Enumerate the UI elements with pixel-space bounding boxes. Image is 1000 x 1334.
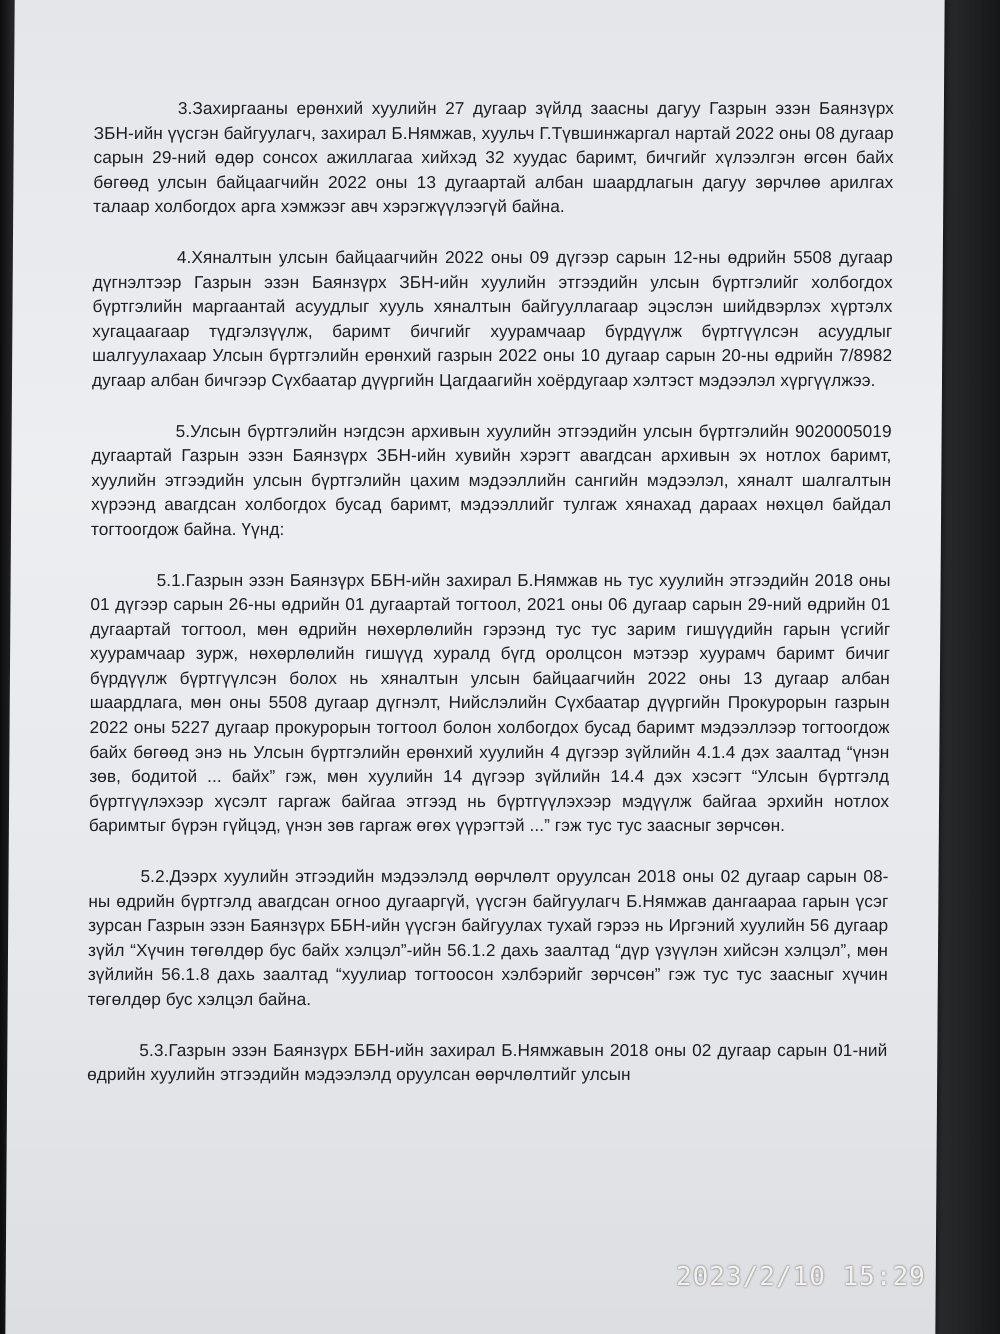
paragraph-5-1: 5.1.Газрын эзэн Баянзүрх ББН-ийн захирал Б.Нямжав нь тус хуулийн этгээдийн 2018 оны 01 дүгээр сарын 26-ны өдрийн 01 дугаартай тогтоол, 2021 оны 06 дугаар сарын 29-ний өдрийн 01 дугаартай тогтоол, мөн өдрийн нөхөрлөлийн гэрээнд тус тус зарим гишүүдийн гарын үсгийг хуурамчаар зурж, нөхөрлөлийн гишүүд хуралд бүгд оролцсон мэтээр хуурамч баримт бичиг бүрдүүлж бүртгүүлсэн болох нь хяналтын улсын байцаагчийн 2022 оны 13 дугаар албан шаардлага, мөн оны 5508 дугаар дүгнэлт, Нийслэлийн Сүхбаатар дүүргийн Прокурорын газрын 2022 оны 5227 дугаар прокурорын тогтоол болон холбогдох бусад баримт мэдээллээр тогтоогдож байх бөгөөд энэ нь Улсын бүртгэлийн ерөнхий хуулийн 4 дүгээр зүйлийн 4.1.4 дэх заалтад “үнэн зөв, бодитой ... байх” гэж, мөн хуулийн 14 дүгээр зүйлийн 14.4 дэх хэсэгт “Улсын бүртгэлд бүртгүүлэхээр хүсэлт гаргаж байгаа этгээд нь бүртгүүлэхээр мэдүүлж байгаа эрхийн нотлох баримтыг бүрэн гүйцэд, үнэн зөв гаргаж өгөх үүрэгтэй ...” гэж тус тус заасныг зөрчсөн. xyxy=(88,569,891,836)
paragraph-5: 5.Улсын бүртгэлийн нэгдсэн архивын хуулийн этгээдийн улсын бүртгэлийн 9020005019 дугаартай Газрын эзэн Баянзүрх ЗБН-ийн хувийн хэрэгт авагдсан архивын эх нотлох баримт, хуулийн этгээдийн улсын бүртгэлийн цахим мэдээллийн сангийн мэдээлэл, хяналт шалгалтын хүрээнд авагдсан холбогдох бусад баримт, мэдээллийг тулгаж хянахад дараах нөхцөл байдал тогтоогдож байна. Үүнд: xyxy=(90,420,892,539)
paragraph-5-2: 5.2.Дээрх хуулийн этгээдийн мэдээлэлд өөрчлөлт оруулсан 2018 оны 02 дугаар сарын 08-ны өдрийн бүртгэлд авагдсан огноо дугааргүй, үүсгэн байгуулагч Б.Нямжав дангаараа гарын үсэг зурсан Газрын эзэн Баянзүрх ББН-ийн үүсгэн байгуулах тухай гэрээ нь Иргэний хуулийн 56 дугаар зүйл “Хүчин төгөлдөр бус байх хэлцэл”-ийн 56.1.2 дахь заалтад “дүр үзүүлэн хийсэн хэлцэл”, мөн зүйлийн 56.1.8 дахь заалтад “хуулиар тогтоосон хэлбэрийг зөрчсөн” гэж тус тус заасныг хүчин төгөлдөр бус хэлцэл байна. xyxy=(87,866,889,1009)
document-page xyxy=(5,0,944,1334)
paragraph-5-3: 5.3.Газрын эзэн Баянзүрх ББН-ийн захирал Б.Нямжавын 2018 оны 02 дугаар сарын 01-ний өдрийн хуулийн этгээдийн мэдээлэлд оруулсан өөрчлөлтийг улсын xyxy=(87,1039,888,1085)
paragraph-3: 3.Захиргааны ерөнхий хуулийн 27 дугаар зүйлд заасны дагуу Газрын эзэн Баянзүрх ЗБН-ийн үүсгэн байгуулагч, захирал Б.Нямжав, хуульч Г.Түвшинжаргал нартай 2022 оны 08 дугаар сарын 29-ний өдөр сонсох ажиллагаа хийхэд 32 хуудас баримт, бичгийг хүлээлгэн өгсөн байх бөгөөд улсын байцаагчийн 2022 оны 13 дугаартай албан шаардлагын дагуу зөрчлөө арилгах талаар холбогдох арга хэмжээг авч хэрэгжүүлээгүй байна. xyxy=(93,98,894,217)
paragraph-4: 4.Хяналтын улсын байцаагчийн 2022 оны 09 дүгээр сарын 12-ны өдрийн 5508 дугаар дүгнэлтээр Газрын эзэн Баянзүрх ЗБН-ийн хуулийн этгээдийн улсын бүртгэлийг холбогдох бүртгэлийн маргаантай асуудлыг хууль хяналтын байгууллагаар эцэслэн шийдвэрлэх хүртэлх хугацаагаар түдгэлзүүлж, баримт бичгийг хуурамчаар бүрдүүлж бүртгүүлсэн асуудлыг шалгуулахаар Улсын бүртгэлийн ерөнхий газрын 2022 оны 10 дугаар сарын 20-ны өдрийн 7/8982 дугаар албан бичгээр Сүхбаатар дүүргийн Цагдаагийн хоёрдугаар хэлтэст мэдээлэл хүргүүлжээ. xyxy=(91,246,893,390)
document-body xyxy=(87,96,894,1087)
photo-timestamp: 2023/2/10 15:29 xyxy=(676,1262,926,1292)
